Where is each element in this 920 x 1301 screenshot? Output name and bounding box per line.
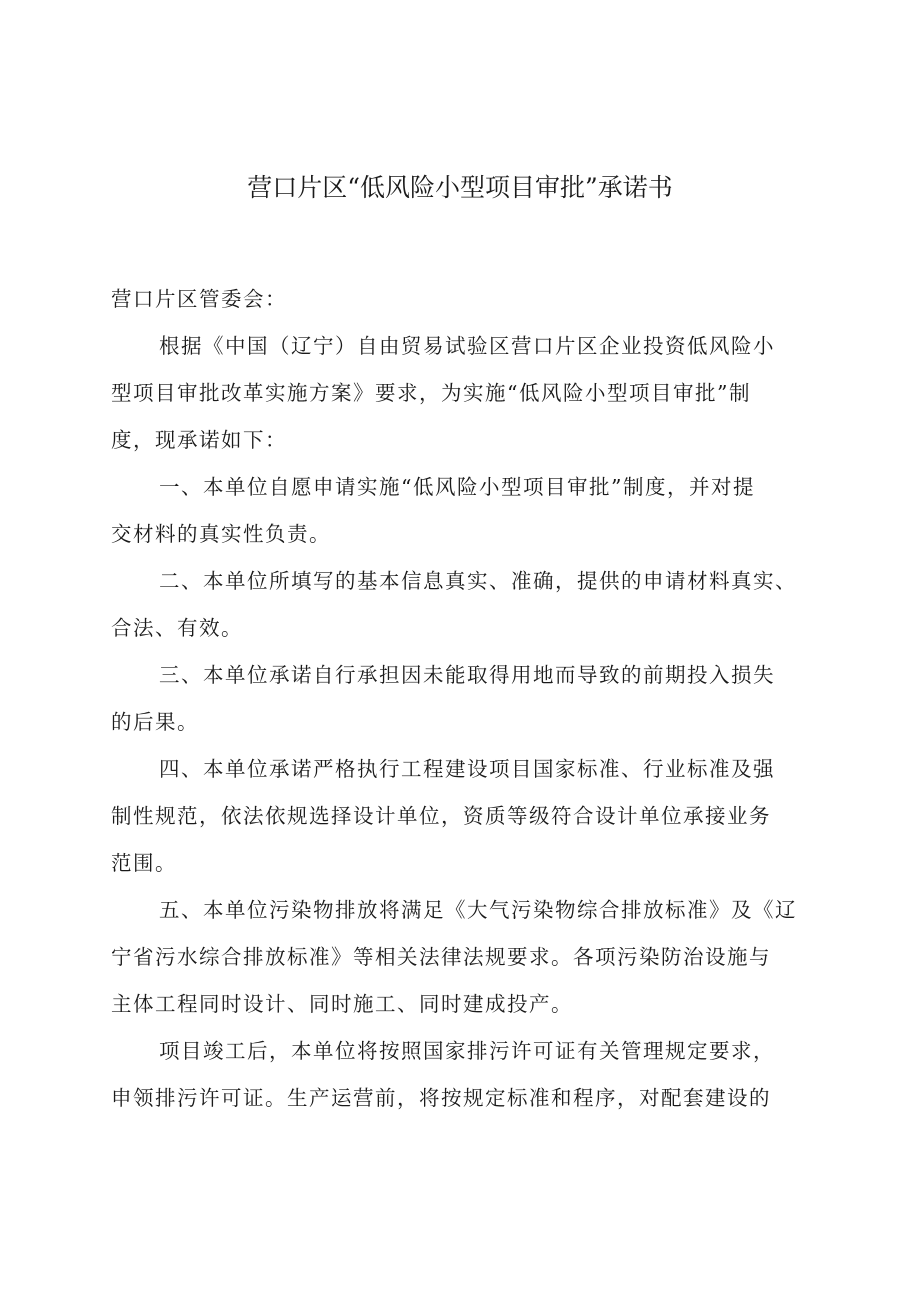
paragraph-item-4	[111, 746, 823, 887]
paragraph-item-1	[111, 464, 823, 558]
paragraph-line: 申领排污许可证。生产运营前，将按规定标准和程序，对配套建设的	[111, 1086, 771, 1110]
paragraph-line: 三、本单位承诺自行承担因未能取得用地而导致的前期投入损失	[159, 663, 775, 687]
paragraph-line: 五、本单位污染物排放将满足《大气污染物综合排放标准》及《辽	[159, 898, 797, 922]
paragraph-completion	[111, 1028, 823, 1122]
paragraph-line: 交材料的真实性负责。	[111, 522, 331, 546]
paragraph-line: 的后果。	[111, 710, 199, 734]
paragraph-item-5	[111, 887, 823, 1028]
document-body	[111, 276, 823, 1122]
paragraph-line: 宁省污水综合排放标准》等相关法律法规要求。各项污染防治设施与	[111, 945, 771, 969]
paragraph-item-2	[111, 558, 823, 652]
paragraph-intro	[111, 323, 823, 464]
paragraph-line: 根据《中国（辽宁）自由贸易试验区营口片区企业投资低风险小	[159, 334, 775, 358]
paragraph-line: 合法、有效。	[111, 616, 243, 640]
paragraph-line: 度，现承诺如下：	[111, 428, 287, 452]
paragraph-item-3	[111, 652, 823, 746]
paragraph-line: 一、本单位自愿申请实施“低风险小型项目审批”制度，并对提	[159, 475, 755, 499]
paragraph-line: 型项目审批改革实施方案》要求，为实施“低风险小型项目审批”制	[111, 381, 751, 405]
paragraph-line: 主体工程同时设计、同时施工、同时建成投产。	[111, 992, 573, 1016]
paragraph-line: 范围。	[111, 851, 177, 875]
paragraph-line: 四、本单位承诺严格执行工程建设项目国家标准、行业标准及强	[159, 757, 775, 781]
paragraph-line: 项目竣工后，本单位将按照国家排污许可证有关管理规定要求，	[159, 1039, 775, 1063]
document-title: 营口片区“低风险小型项目审批”承诺书	[247, 173, 673, 202]
paragraph-line: 二、本单位所填写的基本信息真实、准确，提供的申请材料真实、	[159, 569, 797, 593]
salutation: 营口片区管委会：	[111, 287, 287, 311]
paragraph-line: 制性规范，依法依规选择设计单位，资质等级符合设计单位承接业务	[111, 804, 771, 828]
